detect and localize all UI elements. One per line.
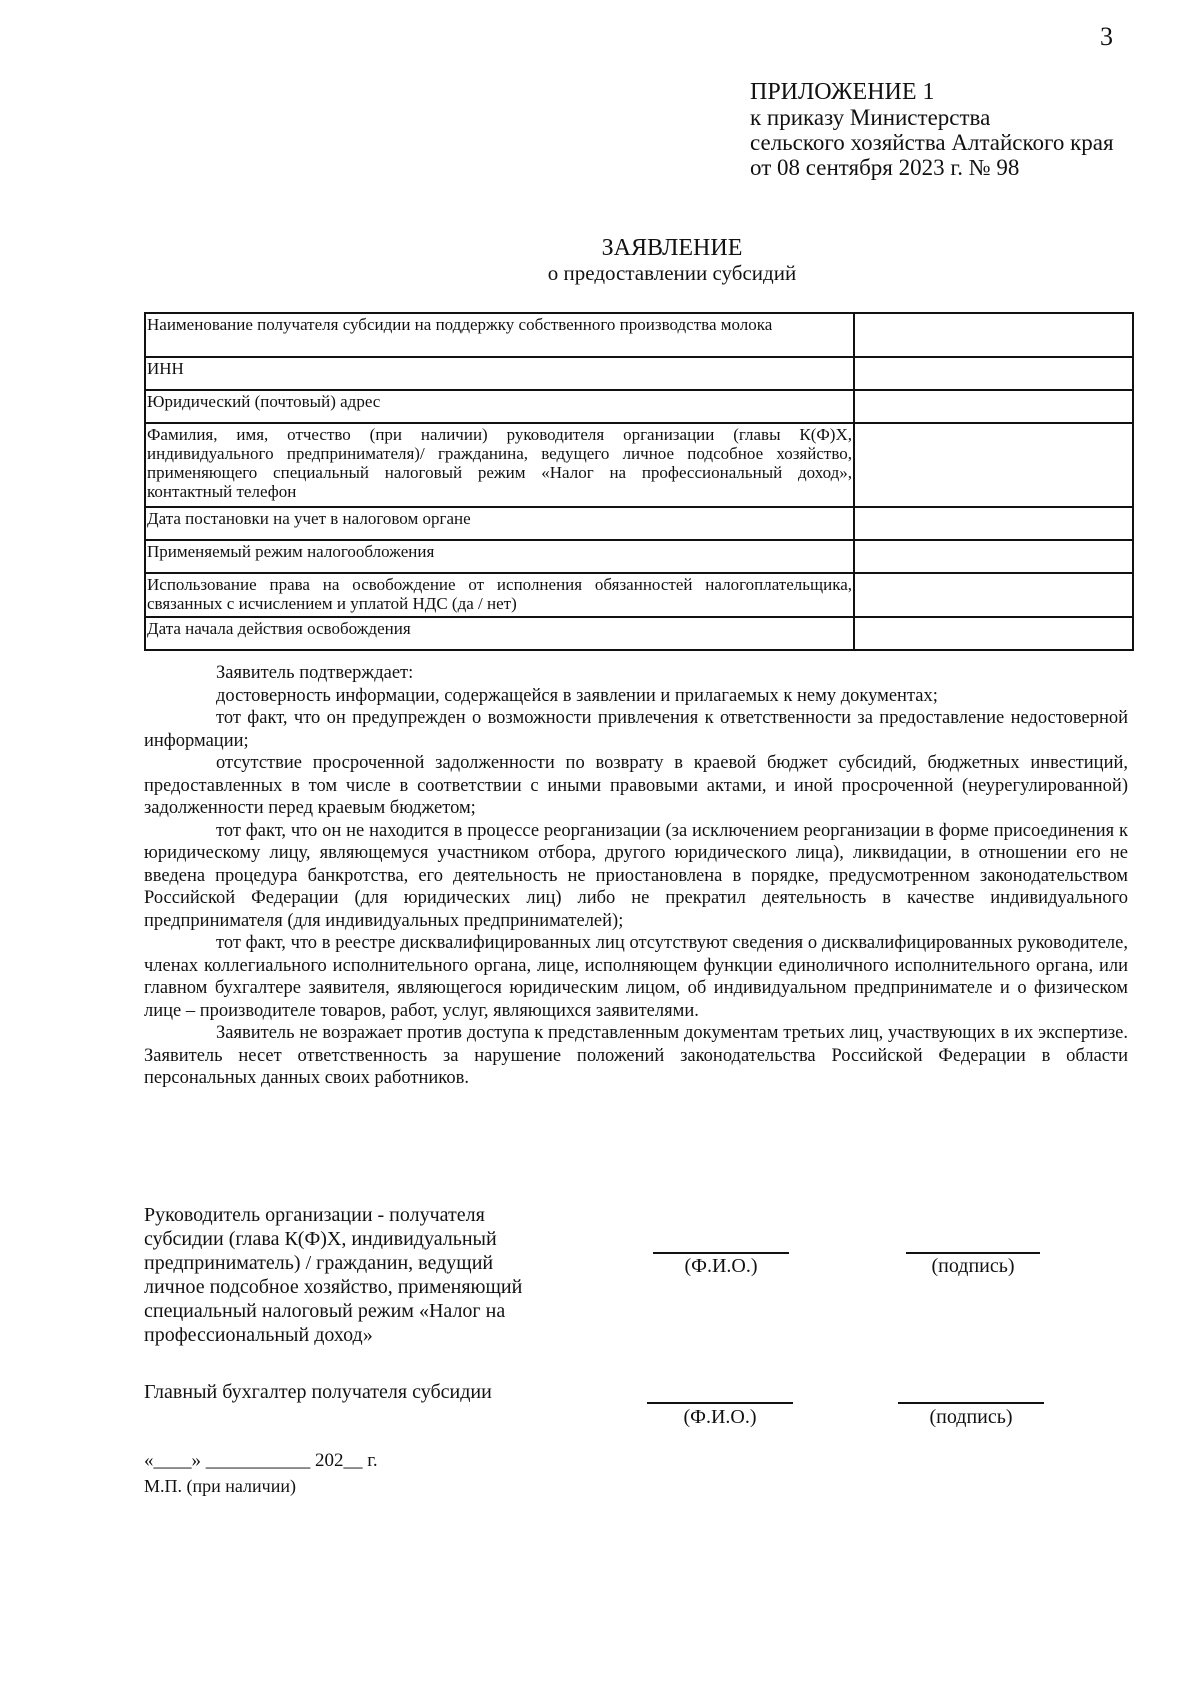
head-name-label: Фамилия, имя, отчество (при наличии) руководителя организации (главы К(Ф)Х, индивидуального предпринимателя)/ гражданина, ведущего личное подсобное хозяйство, применяющего специальный налоговый режим «Налог на профессиональный доход», контактный телефон xyxy=(145,423,854,507)
accountant-signature-label: Главный бухгалтер получателя субсидии xyxy=(144,1381,492,1403)
head-fio-line[interactable] xyxy=(653,1252,789,1254)
table-row xyxy=(145,423,1133,507)
vat-exemption-field[interactable] xyxy=(854,573,1133,617)
table-row xyxy=(145,573,1133,617)
table-row xyxy=(145,507,1133,540)
paragraph-no-disqualification: тот факт, что в реестре дисквалифицированных лиц отсутствуют сведения о дисквалифицированных руководителе, членах коллегиального исполнительного органа, лице, исполняющем функции единоличного исполнительного органа, или главном бухгалтере заявителя, являющегося юридическим лицом, об индивидуальном предпринимателе и о физическом лице – производителе товаров, работ, услуг, являющихся заявителями. xyxy=(144,933,1128,1021)
appendix-line-3: от 08 сентября 2023 г. № 98 xyxy=(750,155,1020,180)
vat-exemption-label: Использование права на освобождение от исполнения обязанностей налогоплательщика, связанных с исчислением и уплатой НДС (да / нет) xyxy=(145,573,854,617)
table-row xyxy=(145,540,1133,573)
page-number: 3 xyxy=(1100,22,1113,51)
head-signature-label: Руководитель организации - получателя субсидии (глава К(Ф)Х, индивидуальный предприниматель) / гражданин, ведущий личное подсобное хозяйство, применяющий специальный налоговый режим «Налог на профессиональный доход» xyxy=(144,1204,523,1346)
declaration-text xyxy=(144,662,1128,1090)
tax-regime-label: Применяемый режим налогообложения xyxy=(145,540,854,573)
legal-address-field[interactable] xyxy=(854,390,1133,423)
document-title: ЗАЯВЛЕНИЕ xyxy=(601,235,743,261)
document-heading xyxy=(0,236,1200,286)
table-row xyxy=(145,617,1133,650)
accountant-signature-line[interactable] xyxy=(898,1402,1044,1404)
paragraph-no-reorganization: тот факт, что он не находится в процессе реорганизации (за исключением реорганизации в форме присоединения к юридическому лицу, являющемуся участником отбора, другого юридического лица), ликвидации, в отношении его не введена процедура банкротства, его деятельность не приостановлена в порядке, предусмотренном законодательством Российской Федерации (для юридических лиц) либо не прекратил деятельность в качестве индивидуального предпринимателя (для индивидуальных предпринимателей); xyxy=(144,820,1128,931)
paragraph-reliability: достоверность информации, содержащейся в заявлении и прилагаемых к нему документах; xyxy=(216,685,938,706)
head-name-field[interactable] xyxy=(854,423,1133,507)
exemption-start-date-label: Дата начала действия освобождения xyxy=(145,617,854,650)
legal-address-label: Юридический (почтовый) адрес xyxy=(145,390,854,423)
tax-registration-date-field[interactable] xyxy=(854,507,1133,540)
table-row xyxy=(145,390,1133,423)
accountant-fio-caption: (Ф.И.О.) xyxy=(683,1406,757,1428)
paragraph-data-access: Заявитель не возражает против доступа к представленным документам третьих лиц, участвующих в их экспертизе. Заявитель несет ответственность за нарушение положений законодательства Российской Федерации в области персональных данных своих работников. xyxy=(144,1023,1128,1088)
inn-label: ИНН xyxy=(145,357,854,390)
appendix-header xyxy=(750,80,1170,180)
accountant-fio-line[interactable] xyxy=(647,1402,793,1404)
accountant-signature-caption: (подпись) xyxy=(929,1406,1013,1428)
tax-registration-date-label: Дата постановки на учет в налоговом органе xyxy=(145,507,854,540)
head-fio-caption: (Ф.И.О.) xyxy=(684,1255,758,1277)
head-signature-line[interactable] xyxy=(906,1252,1040,1254)
paragraph-no-debt: отсутствие просроченной задолженности по возврату в краевой бюджет субсидий, бюджетных инвестиций, предоставленных в том числе в соответствии с иными правовыми актами, и иной просроченной (неурегулированной) задолженности перед краевым бюджетом; xyxy=(144,753,1128,818)
recipient-name-label: Наименование получателя субсидии на поддержку собственного производства молока xyxy=(145,313,854,357)
tax-regime-field[interactable] xyxy=(854,540,1133,573)
application-form-table xyxy=(144,312,1134,651)
appendix-line-2: сельского хозяйства Алтайского края xyxy=(750,130,1114,155)
table-row xyxy=(145,313,1133,357)
paragraph-liability-warning: тот факт, что он предупрежден о возможности привлечения к ответственности за предоставление недостоверной информации; xyxy=(144,708,1128,751)
appendix-title: ПРИЛОЖЕНИЕ 1 xyxy=(750,79,935,105)
head-signature-caption: (подпись) xyxy=(931,1255,1015,1277)
stamp-placeholder: М.П. (при наличии) xyxy=(144,1476,296,1496)
recipient-name-field[interactable] xyxy=(854,313,1133,357)
appendix-line-1: к приказу Министерства xyxy=(750,105,991,130)
inn-field[interactable] xyxy=(854,357,1133,390)
paragraph-confirms: Заявитель подтверждает: xyxy=(216,663,414,683)
document-subtitle: о предоставлении субсидий xyxy=(547,261,797,285)
date-line[interactable]: «____» ___________ 202__ г. xyxy=(144,1450,378,1471)
exemption-start-date-field[interactable] xyxy=(854,617,1133,650)
table-row xyxy=(145,357,1133,390)
